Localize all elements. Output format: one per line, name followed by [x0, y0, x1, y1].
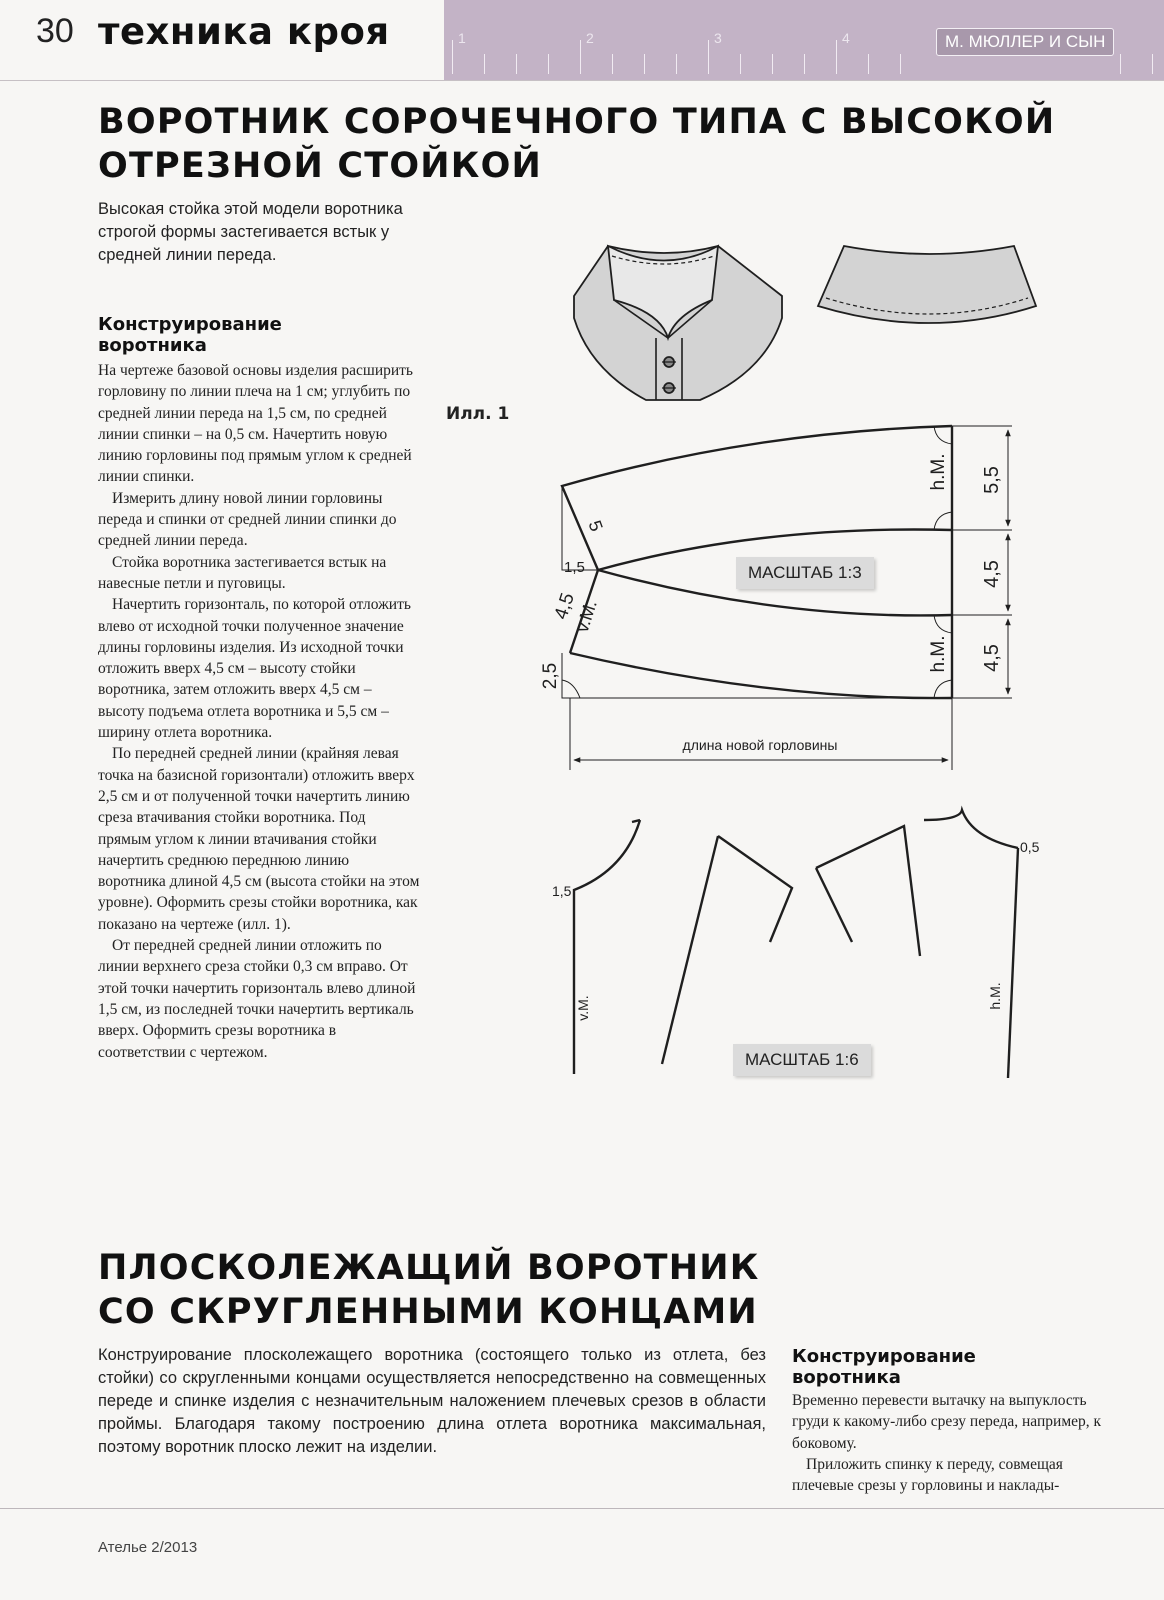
- footer-divider: [0, 1508, 1164, 1509]
- article1-intro: Высокая стойка этой модели воротника строгой формы застегивается встык у средней линии переда.: [98, 200, 403, 264]
- article2-body: [792, 1390, 1116, 1496]
- base-pattern: [574, 810, 1018, 1078]
- collar-sketch: [574, 246, 782, 400]
- article1-paragraph-3: Стойка воротника застегивается встык на навесные петли и пуговицы.: [98, 553, 387, 592]
- article2-title-line1: ПЛОСКОЛЕЖАЩИЙ ВОРОТНИК: [98, 1248, 760, 1288]
- article2-subhead-line2: воротника: [792, 1367, 901, 1388]
- article2-paragraph-1: Временно перевести вытачку на выпуклость груди к какому-либо срезу переда, например, к боковому.: [792, 1392, 1102, 1452]
- illustration-label: Илл. 1: [446, 404, 510, 424]
- label-4-5-upper: 4,5: [981, 560, 1003, 588]
- section-title: техника кроя: [98, 10, 390, 53]
- article2-title: [98, 1246, 898, 1334]
- ruler-number-4: 4: [842, 30, 850, 46]
- scale-label-bottom: МАСШТАБ 1:6: [733, 1044, 871, 1076]
- label-vm-base: v.M.: [575, 995, 591, 1021]
- scale-label-top: МАСШТАБ 1:3: [736, 557, 874, 589]
- label-0-5: 0,5: [1020, 839, 1040, 855]
- label-neckline-length: длина новой горловины: [682, 737, 838, 753]
- article1-paragraph-1: На чертеже базовой основы изделия расширить горловину по линии плеча на 1 см; углубить по средней линии переда на 1,5 см, по средней линии спинки – на 0,5 см. Начертить новую линию горловины под прямым углом к средней линии спинки.: [98, 362, 413, 486]
- article2-title-line2: СО СКРУГЛЕННЫМИ КОНЦАМИ: [98, 1292, 758, 1332]
- label-4-5-lower: 4,5: [981, 644, 1003, 672]
- label-hm-base: h.M.: [987, 982, 1003, 1010]
- article2-subhead: [792, 1346, 1122, 1388]
- label-1-5-base: 1,5: [552, 883, 572, 899]
- article1-paragraph-6: От передней средней линии отложить по линии верхнего среза стойки 0,3 см вправо. От этой точки начертить горизонталь влево длиной 1,5 см, из последней точки начертить вертикаль вверх. Оформить срезы воротника в соответствии с чертежом.: [98, 937, 416, 1061]
- article1-paragraph-4: Начертить горизонталь, по которой отложить влево от исходной точки полученное значение длины горловины изделия. Из исходной точки отложить вверх 4,5 см – высоту стойки воротника, затем отложить вверх 4,5 см – высоту подъема отлета воротника и 5,5 см – ширину отлета воротника.: [98, 596, 411, 742]
- article1-subhead-line1: Конструирование: [98, 314, 282, 335]
- label-vm-stand: v.M.: [571, 597, 601, 635]
- ruler-number-1: 1: [458, 30, 466, 46]
- ruler-number-2: 2: [586, 30, 594, 46]
- article1-subhead-line2: воротника: [98, 335, 207, 356]
- label-5-5: 5,5: [981, 466, 1003, 494]
- label-hm-lower: h.M.: [928, 635, 949, 673]
- article2-subhead-line1: Конструирование: [792, 1346, 976, 1367]
- label-1-5: 1,5: [564, 559, 585, 576]
- label-5: 5: [584, 517, 607, 535]
- publisher-badge: М. МЮЛЛЕР И СЫН: [936, 28, 1114, 56]
- article2-intro: Конструирование плосколежащего воротника (состоящего только из отлета, без стойки) со скругленными концами осуществляется непосредственно на совмещенных переде и спинке изделия с незначительным наложением плечевых срезов в области проймы. Благодаря такому построению длина отлета воротника максимальная, поэтому воротник плоско лежит на изделии.: [98, 1346, 766, 1456]
- label-4-5-stand: 4,5: [550, 590, 579, 623]
- label-2-5: 2,5: [540, 662, 561, 690]
- article1-title-line1: ВОРОТНИК СОРОЧЕЧНОГО ТИПА С ВЫСОКОЙ: [98, 102, 1056, 142]
- label-hm-upper: h.M.: [928, 453, 949, 491]
- article2-paragraph-2: Приложить спинку к переду, совмещая плечевые срезы у горловины и наклады-: [792, 1455, 1063, 1495]
- ruler-number-3: 3: [714, 30, 722, 46]
- article1-title-line2: ОТРЕЗНОЙ СТОЙКОЙ: [98, 146, 543, 186]
- page-number: 30: [36, 12, 74, 50]
- article1-paragraph-5: По передней средней линии (крайняя левая точка на базисной горизонтали) отложить вверх 2,5 см и от полученной точки начертить линию среза втачивания стойки воротника. Под прямым углом к линии втачивания стойки начертить среднюю переднюю линию воротника длиной 4,5 см (высота стойки на этом уровне). Оформить срезы стойки воротника, как показано на чертеже (илл. 1).: [98, 745, 420, 933]
- article1-paragraph-2: Измерить длину новой линии горловины переда и спинки от средней линии спинки до средней линии переда.: [98, 489, 397, 550]
- collar-stand-sketch: [818, 246, 1036, 323]
- footer-issue: Ателье 2/2013: [98, 1539, 198, 1556]
